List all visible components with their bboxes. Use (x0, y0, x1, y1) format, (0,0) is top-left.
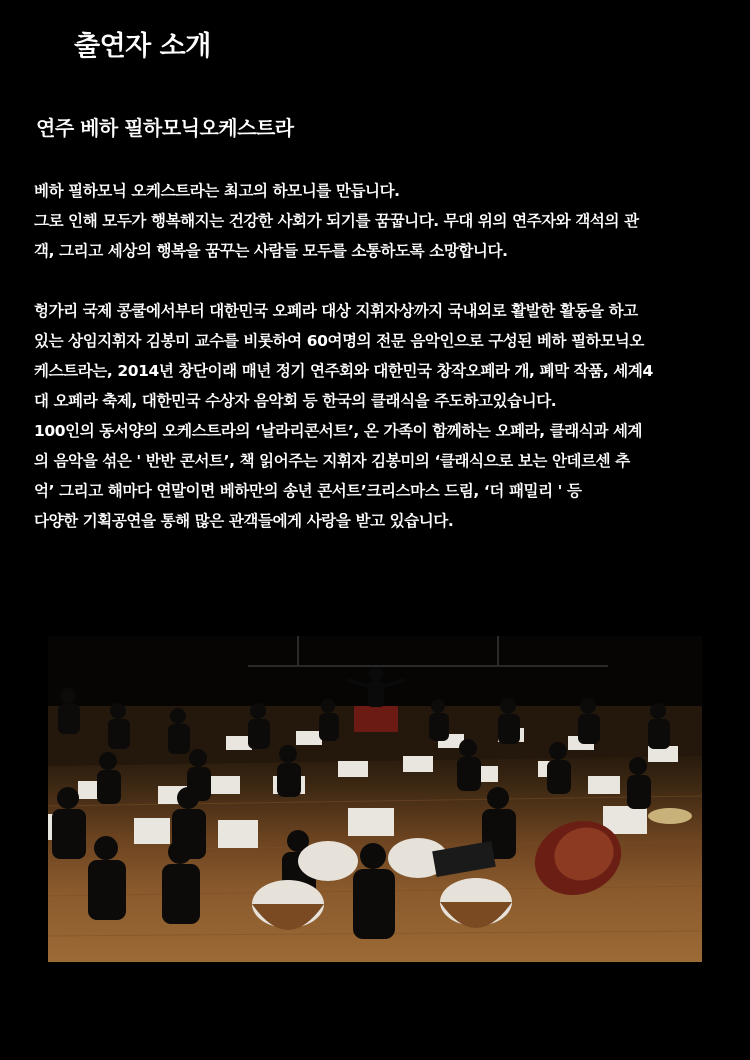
history-line: 케스트라는, 2014년 창단이래 매년 정기 연주회와 대한민국 창작오페라 개, 폐막 작품, 세계4 (34, 362, 653, 380)
intro-line: 객, 그리고 세상의 행복을 꿈꾸는 사람들 모두를 소통하도록 소망합니다. (34, 242, 508, 260)
history-line: 억’ 그리고 해마다 연말이면 베하만의 송년 콘서트’크리스마스 드림, ‘더 패밀리 ' 등 (34, 482, 582, 500)
intro-paragraph (34, 176, 714, 266)
history-line: 있는 상임지휘자 김봉미 교수를 비롯하여 60여명의 전문 음악인으로 구성된 베하 필하모닉오 (34, 332, 644, 350)
paragraph-spacer (34, 266, 714, 296)
page-title: 출연자 소개 (74, 31, 211, 62)
orchestra-illustration (48, 636, 702, 962)
cymbal (648, 808, 692, 824)
orchestra-photo (48, 636, 702, 962)
conductor-podium (354, 706, 398, 732)
body-text (34, 176, 714, 536)
section-title: 연주 베하 필하모닉오케스트라 (36, 116, 294, 140)
history-line: 의 음악을 섞은 ' 반반 콘서트’, 책 읽어주는 지휘자 김봉미의 ‘클래식으로 보는 안데르센 추 (34, 452, 630, 470)
history-line: 대 오페라 축제, 대한민국 수상자 음악회 등 한국의 클래식을 주도하고있습니다. (34, 392, 557, 410)
history-line: 헝가리 국제 콩쿨에서부터 대한민국 오페라 대상 지휘자상까지 국내외로 활발한 활동을 하고 (34, 302, 638, 320)
intro-line: 베하 필하모닉 오케스트라는 최고의 하모니를 만듭니다. (34, 182, 400, 200)
history-paragraph (34, 296, 714, 536)
history-line: 다양한 기획공연을 통해 많은 관객들에게 사랑을 받고 있습니다. (34, 512, 454, 530)
intro-line: 그로 인해 모두가 행복해지는 건강한 사회가 되기를 꿈꿉니다. 무대 위의 연주자와 객석의 관 (34, 212, 639, 230)
history-line: 100인의 동서양의 오케스트라의 ‘날라리콘서트’, 온 가족이 함께하는 오페라, 클래식과 세계 (34, 422, 643, 440)
